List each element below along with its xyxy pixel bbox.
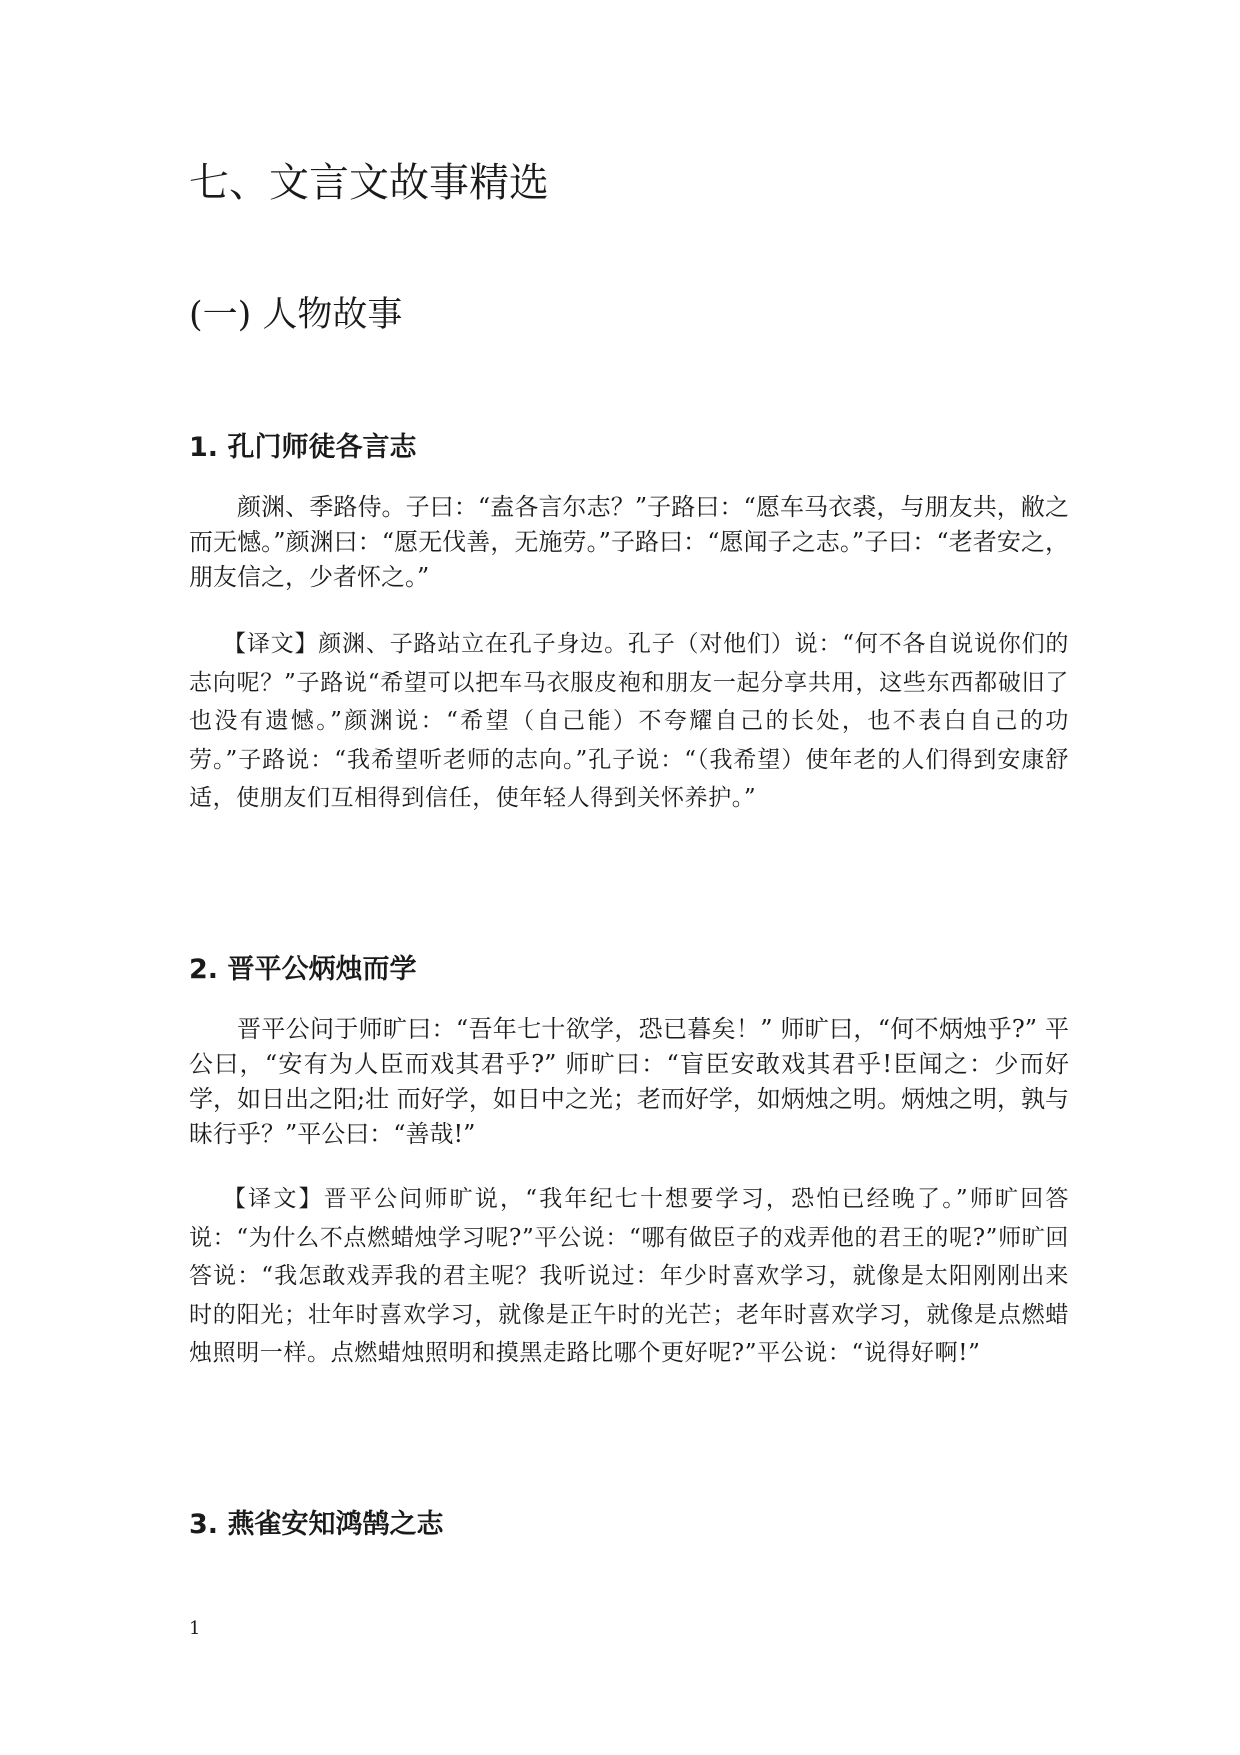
story-translation: 【译文】晋平公问师旷说，“我年纪七十想要学习，恐怕已经晚了。”师旷回答说：“为什么不点燃蜡烛学习呢?”平公说：“哪有做臣子的戏弄他的君王的呢?”师旷回答说：“我怎敢戏弄我的君主呢？我听说过：年少时喜欢学习，就像是太阳刚刚出来时的阳光；壮年时喜欢学习，就像是正午时的光芒；老年时喜欢学习，就像是点燃蜡烛照明一样。点燃蜡烛照明和摸黑走路比哪个更好呢?”平公说：“说得好啊!” xyxy=(189,1186,1069,1366)
story-title: 1. 孔门师徒各言志 xyxy=(189,432,417,463)
story-original-text: 晋平公问于师旷曰：“吾年七十欲学，恐已暮矣！” 师旷曰，“何不炳烛乎?” 平公曰，“安有为人臣而戏其君乎?” 师旷曰：“盲臣安敢戏其君乎!臣闻之：少而好学，如日出之阳;壮 而好学，如日中之光；老而好学，如炳烛之明。炳烛之明，孰与昧行乎？”平公曰：“善哉!” xyxy=(189,1015,1069,1148)
story-title: 2. 晋平公炳烛而学 xyxy=(189,954,417,985)
story-title: 3. 燕雀安知鸿鹄之志 xyxy=(189,1509,444,1540)
section-title: (一) 人物故事 xyxy=(189,295,403,335)
story-translation: 【译文】颜渊、子路站立在孔子身边。孔子（对他们）说：“何不各自说说你们的志向呢？”子路说“希望可以把车马衣服皮袍和朋友一起分享共用，这些东西都破旧了也没有遗憾。”颜渊说：“希望（自己能）不夸耀自己的长处，也不表白自己的功劳。”子路说：“我希望听老师的志向。”孔子说：“（我希望）使年老的人们得到安康舒适，使朋友们互相得到信任，使年轻人得到关怀养护。” xyxy=(189,631,1069,811)
story-original-text: 颜渊、季路侍。子曰：“盍各言尔志？”子路曰：“愿车马衣裘，与朋友共，敝之而无憾。”颜渊曰：“愿无伐善，无施劳。”子路曰：“愿闻子之志。”子曰：“老者安之，朋友信之，少者怀之。” xyxy=(189,493,1069,591)
chapter-title: 七、文言文故事精选 xyxy=(189,160,549,206)
page-number: 1 xyxy=(189,1618,201,1639)
